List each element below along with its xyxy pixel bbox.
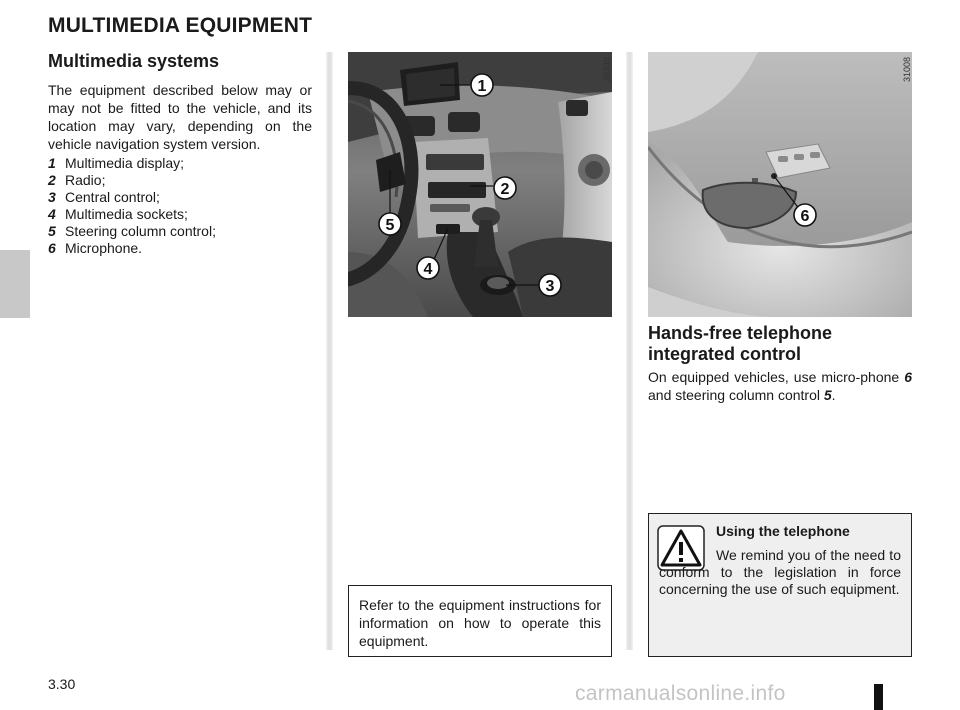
callout-5 — [379, 213, 401, 235]
list-item — [48, 240, 318, 257]
list-item — [48, 189, 318, 206]
list-item-number: 3 — [48, 189, 56, 205]
list-item-number: 2 — [48, 172, 56, 188]
equipment-list — [48, 155, 318, 257]
section-title-line: Hands-free telephone — [648, 323, 833, 343]
warning-title: Using the telephone — [716, 523, 850, 539]
telephone-warning-box — [648, 513, 912, 657]
list-item-number: 6 — [48, 240, 56, 256]
list-item-label: Microphone. — [65, 240, 143, 256]
list-item-number: 5 — [48, 223, 56, 239]
page-edge-mark — [874, 684, 883, 710]
ceiling-photo — [648, 52, 912, 317]
list-item-number: 4 — [48, 206, 56, 222]
callout-4 — [417, 257, 439, 279]
reference-number: 6 — [904, 369, 912, 385]
paragraph-text: and steering column control — [648, 387, 824, 403]
dashboard-photo — [348, 52, 612, 317]
svg-text:4: 4 — [423, 261, 433, 278]
chapter-tab — [0, 250, 30, 318]
page-title: MULTIMEDIA EQUIPMENT — [48, 14, 313, 37]
list-item-label: Steering column control; — [65, 223, 216, 239]
page-number: 3.30 — [48, 676, 76, 692]
paragraph-text: . — [831, 387, 836, 403]
callout-6 — [794, 204, 816, 226]
photo-reference-number: 31008 — [902, 56, 912, 82]
svg-text:6: 6 — [800, 208, 810, 225]
section-title-hands-free — [648, 323, 912, 365]
callout-2 — [494, 177, 516, 199]
list-item-label: Radio; — [65, 172, 106, 188]
section-title-line: integrated control — [648, 344, 802, 364]
list-item — [48, 155, 318, 172]
list-item — [48, 223, 318, 240]
list-item-label: Multimedia sockets; — [65, 206, 188, 222]
list-item-number: 1 — [48, 155, 56, 171]
svg-text:3: 3 — [545, 278, 555, 295]
note-text: Refer to the equipment instructions for information on how to operate this equipment. — [359, 597, 601, 649]
list-item-label: Multimedia display; — [65, 155, 185, 171]
callout-3 — [539, 274, 561, 296]
intro-paragraph: The equipment described below may or may not be fitted to the vehicle, and its location may vary, depending on the vehicle navigation system version. — [48, 82, 312, 152]
callout-1 — [471, 74, 493, 96]
list-item — [48, 172, 318, 189]
hands-free-paragraph — [648, 368, 912, 404]
section-title-multimedia-systems: Multimedia systems — [48, 51, 220, 71]
equipment-instructions-note — [348, 585, 612, 657]
svg-text:2: 2 — [500, 181, 510, 198]
svg-text:1: 1 — [477, 78, 487, 95]
photo-reference-number: 38348 — [602, 56, 612, 82]
paragraph-text: On equipped vehicles, use micro-phone — [648, 369, 905, 385]
warning-text: We remind you of the need to conform to the legislation in force concerning the use of such equipment. — [659, 547, 901, 597]
watermark: carmanualsonline.info — [575, 682, 786, 705]
column-divider-left — [326, 52, 333, 650]
list-item — [48, 206, 318, 223]
column-divider-right — [626, 52, 633, 650]
reference-number: 5 — [823, 387, 832, 403]
svg-text:5: 5 — [385, 217, 395, 234]
list-item-label: Central control; — [65, 189, 160, 205]
